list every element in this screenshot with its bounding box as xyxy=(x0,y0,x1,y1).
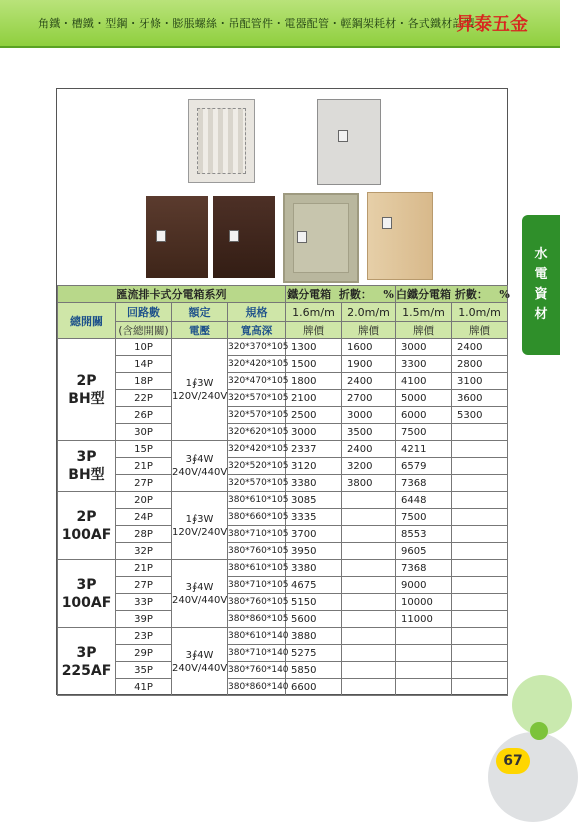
spec-cell: 380*610*105 xyxy=(228,492,286,509)
table-row xyxy=(58,492,508,509)
price-white-1-5 xyxy=(396,679,452,696)
price-white-1-5: 7368 xyxy=(396,560,452,577)
price-iron-2-0 xyxy=(342,492,396,509)
circuits-cell: 32P xyxy=(116,543,172,560)
circuits-cell: 41P xyxy=(116,679,172,696)
table-row xyxy=(58,560,508,577)
spec-cell: 380*610*140 xyxy=(228,628,286,645)
price-white-1-5: 4211 xyxy=(396,441,452,458)
table-row xyxy=(58,594,508,611)
price-iron-2-0: 3800 xyxy=(342,475,396,492)
table-row xyxy=(58,679,508,696)
price-white-1-5: 11000 xyxy=(396,611,452,628)
price-iron-1-6: 5600 xyxy=(286,611,342,628)
price-white-1-0 xyxy=(452,458,508,475)
price-white-1-0: 3100 xyxy=(452,373,508,390)
spec-cell: 380*860*140 xyxy=(228,679,286,696)
main-breaker-header: 總開關 xyxy=(58,303,116,339)
spec-cell: 380*710*105 xyxy=(228,526,286,543)
price-iron-1-6: 2100 xyxy=(286,390,342,407)
table-row xyxy=(58,611,508,628)
main-breaker-line: 3P xyxy=(76,576,97,593)
wood-panel-photo xyxy=(367,192,433,280)
price-table xyxy=(57,285,508,696)
spec-cell: 320*420*105 xyxy=(228,441,286,458)
circuits-cell: 27P xyxy=(116,577,172,594)
side-tab-char: 電 xyxy=(534,267,548,282)
price-iron-2-0: 1900 xyxy=(342,356,396,373)
spec-cell: 380*760*105 xyxy=(228,543,286,560)
price-iron-1-6: 1800 xyxy=(286,373,342,390)
price-white-1-0 xyxy=(452,424,508,441)
circuits-cell: 35P xyxy=(116,662,172,679)
price-iron-2-0 xyxy=(342,543,396,560)
price-white-1-5: 6448 xyxy=(396,492,452,509)
table-row xyxy=(58,645,508,662)
price-iron-1-6: 3085 xyxy=(286,492,342,509)
voltage-line: 240V/440V xyxy=(172,467,228,478)
price-white-1-5: 9000 xyxy=(396,577,452,594)
price-iron-1-6: 5850 xyxy=(286,662,342,679)
price-iron-2-0 xyxy=(342,679,396,696)
table-row xyxy=(58,628,508,645)
circuits-cell: 18P xyxy=(116,373,172,390)
main-breaker-line: 2P xyxy=(76,372,97,389)
circuits-cell: 20P xyxy=(116,492,172,509)
product-frame xyxy=(56,88,508,695)
table-row xyxy=(58,390,508,407)
price-iron-1-6: 3700 xyxy=(286,526,342,543)
open-panel-photo xyxy=(188,99,255,183)
circuits-cell: 33P xyxy=(116,594,172,611)
circuits-cell: 28P xyxy=(116,526,172,543)
spec-cell: 380*760*140 xyxy=(228,662,286,679)
price-iron-2-0 xyxy=(342,509,396,526)
price-white-1-0: 2800 xyxy=(452,356,508,373)
price-white-1-0 xyxy=(452,628,508,645)
price-iron-2-0: 2700 xyxy=(342,390,396,407)
category-list: 角鐵・槽鐵・型鋼・牙條・膨脹螺絲・吊配管件・電器配管・輕鋼架耗材・各式鐵材訂製 xyxy=(38,17,475,30)
price-white-1-0 xyxy=(452,526,508,543)
brand-name: 昇泰五金 xyxy=(456,14,528,35)
page-number: 67 xyxy=(496,748,530,774)
spec-cell: 320*570*105 xyxy=(228,407,286,424)
spec-cell: 380*660*105 xyxy=(228,509,286,526)
price-white-1-0 xyxy=(452,594,508,611)
price-iron-1-6: 1500 xyxy=(286,356,342,373)
price-white-1-5: 5000 xyxy=(396,390,452,407)
main-breaker-line: 225AF xyxy=(61,662,112,679)
main-breaker-cell xyxy=(58,560,116,628)
price-iron-2-0 xyxy=(342,577,396,594)
voltage-line: 3∮4W xyxy=(185,649,214,661)
circuits-cell: 22P xyxy=(116,390,172,407)
circuits-cell: 21P xyxy=(116,458,172,475)
column-subheader-row xyxy=(58,322,508,339)
price-iron-1-6: 3335 xyxy=(286,509,342,526)
spec-cell: 380*710*105 xyxy=(228,577,286,594)
price-iron-2-0 xyxy=(342,645,396,662)
spec-cell: 320*470*105 xyxy=(228,373,286,390)
series-header-row xyxy=(58,286,508,303)
table-row xyxy=(58,662,508,679)
price-iron-1-6: 2337 xyxy=(286,441,342,458)
price-white-1-0 xyxy=(452,577,508,594)
price-iron-2-0 xyxy=(342,594,396,611)
circuits-cell: 39P xyxy=(116,611,172,628)
price-iron-1-6: 5275 xyxy=(286,645,342,662)
spec-cell: 320*370*105 xyxy=(228,339,286,356)
grey-panel-photo xyxy=(317,99,381,185)
olive-panel-photo xyxy=(283,193,359,283)
table-row xyxy=(58,543,508,560)
price-iron-2-0 xyxy=(342,560,396,577)
price-white-1-0: 2400 xyxy=(452,339,508,356)
price-iron-2-0 xyxy=(342,526,396,543)
circuits-cell: 14P xyxy=(116,356,172,373)
table-row xyxy=(58,441,508,458)
thickness-1-0: 1.0m/m xyxy=(452,303,508,322)
voltage-cell xyxy=(172,628,228,696)
thickness-1-6: 1.6m/m xyxy=(286,303,342,322)
table-row xyxy=(58,577,508,594)
main-breaker-line: 100AF xyxy=(61,594,112,611)
table-row xyxy=(58,475,508,492)
spec-cell: 380*760*105 xyxy=(228,594,286,611)
price-iron-2-0: 3000 xyxy=(342,407,396,424)
list-price-header: 牌價 xyxy=(342,322,396,339)
price-iron-2-0: 3500 xyxy=(342,424,396,441)
spec-header: 規格 xyxy=(228,303,286,322)
price-iron-1-6: 4675 xyxy=(286,577,342,594)
price-white-1-5: 3000 xyxy=(396,339,452,356)
price-white-1-5: 6579 xyxy=(396,458,452,475)
price-iron-1-6: 3000 xyxy=(286,424,342,441)
circuits-cell: 26P xyxy=(116,407,172,424)
main-breaker-line: BH型 xyxy=(68,467,105,483)
table-row xyxy=(58,373,508,390)
rated-header: 額定 xyxy=(172,303,228,322)
series-title: 匯流排卡式分電箱系列 xyxy=(58,286,286,303)
price-white-1-0 xyxy=(452,645,508,662)
main-breaker-line: BH型 xyxy=(68,390,105,407)
price-white-1-5: 3300 xyxy=(396,356,452,373)
price-iron-1-6: 3120 xyxy=(286,458,342,475)
circuits-header: 回路數 xyxy=(116,303,172,322)
list-price-header: 牌價 xyxy=(286,322,342,339)
voltage-line: 1∮3W xyxy=(185,377,214,389)
table-row xyxy=(58,424,508,441)
voltage-line: 3∮4W xyxy=(185,581,214,593)
circuits-note: (含總開關) xyxy=(116,322,172,339)
side-tab-char: 水 xyxy=(534,247,548,262)
price-white-1-5: 10000 xyxy=(396,594,452,611)
voltage-cell xyxy=(172,492,228,560)
price-white-1-0 xyxy=(452,509,508,526)
spec-cell: 320*620*105 xyxy=(228,424,286,441)
dims-header: 寬高深 xyxy=(228,322,286,339)
price-iron-2-0 xyxy=(342,628,396,645)
price-white-1-5: 8553 xyxy=(396,526,452,543)
main-breaker-cell xyxy=(58,441,116,492)
table-row xyxy=(58,526,508,543)
voltage-line: 120V/240V xyxy=(172,390,228,402)
voltage-line: 3∮4W xyxy=(185,454,214,465)
product-photos xyxy=(57,89,507,284)
price-white-1-5 xyxy=(396,645,452,662)
price-white-1-5: 7500 xyxy=(396,509,452,526)
price-white-1-5: 6000 xyxy=(396,407,452,424)
price-iron-2-0: 1600 xyxy=(342,339,396,356)
circuits-cell: 30P xyxy=(116,424,172,441)
circuits-cell: 15P xyxy=(116,441,172,458)
circuits-cell: 27P xyxy=(116,475,172,492)
circuits-cell: 29P xyxy=(116,645,172,662)
voltage-cell xyxy=(172,560,228,628)
price-white-1-0 xyxy=(452,679,508,696)
price-white-1-5: 7368 xyxy=(396,475,452,492)
spec-cell: 380*860*105 xyxy=(228,611,286,628)
brown-panel-photo xyxy=(146,196,208,278)
voltage-cell xyxy=(172,339,228,441)
price-white-1-5 xyxy=(396,662,452,679)
circuits-cell: 21P xyxy=(116,560,172,577)
price-iron-1-6: 3380 xyxy=(286,475,342,492)
price-white-1-0: 3600 xyxy=(452,390,508,407)
voltage-line: 240V/440V xyxy=(172,594,228,606)
voltage-line: 240V/440V xyxy=(172,662,228,674)
list-price-header: 牌價 xyxy=(396,322,452,339)
spec-cell: 320*570*105 xyxy=(228,475,286,492)
price-iron-1-6: 6600 xyxy=(286,679,342,696)
decor-circle xyxy=(488,732,578,822)
circuits-cell: 10P xyxy=(116,339,172,356)
main-breaker-line: 3P xyxy=(76,644,97,661)
price-iron-2-0: 2400 xyxy=(342,373,396,390)
decor-dot xyxy=(530,722,548,740)
price-iron-2-0 xyxy=(342,662,396,679)
table-row xyxy=(58,509,508,526)
side-tab-char: 資 xyxy=(534,287,548,302)
voltage-line: 120V/240V xyxy=(172,526,228,538)
price-white-1-5: 4100 xyxy=(396,373,452,390)
column-header-row xyxy=(58,303,508,322)
thickness-1-5: 1.5m/m xyxy=(396,303,452,322)
spec-cell: 320*520*105 xyxy=(228,458,286,475)
white-iron-box-header: 白鐵分電箱 折數： % xyxy=(396,286,508,303)
circuits-cell: 24P xyxy=(116,509,172,526)
price-white-1-0 xyxy=(452,492,508,509)
price-white-1-0 xyxy=(452,543,508,560)
voltage-line: 1∮3W xyxy=(185,513,214,525)
table-row xyxy=(58,407,508,424)
price-iron-1-6: 3880 xyxy=(286,628,342,645)
circuits-cell: 23P xyxy=(116,628,172,645)
price-iron-1-6: 3380 xyxy=(286,560,342,577)
price-white-1-5: 7500 xyxy=(396,424,452,441)
price-white-1-0 xyxy=(452,441,508,458)
iron-box-header: 鐵分電箱 折數： % xyxy=(286,286,396,303)
spec-cell: 380*710*140 xyxy=(228,645,286,662)
price-white-1-0 xyxy=(452,662,508,679)
price-iron-1-6: 2500 xyxy=(286,407,342,424)
table-row xyxy=(58,356,508,373)
price-iron-2-0: 2400 xyxy=(342,441,396,458)
voltage-cell xyxy=(172,441,228,492)
price-white-1-5 xyxy=(396,628,452,645)
price-white-1-0 xyxy=(452,611,508,628)
price-iron-2-0: 3200 xyxy=(342,458,396,475)
price-white-1-5: 9605 xyxy=(396,543,452,560)
price-white-1-0 xyxy=(452,560,508,577)
main-breaker-cell xyxy=(58,492,116,560)
top-banner xyxy=(0,0,560,48)
main-breaker-line: 100AF xyxy=(61,526,112,543)
spec-cell: 320*570*105 xyxy=(228,390,286,407)
side-tab-char: 材 xyxy=(534,307,548,322)
main-breaker-line: 2P xyxy=(76,508,97,525)
dark-brown-panel-photo xyxy=(213,196,275,278)
price-iron-1-6: 3950 xyxy=(286,543,342,560)
side-section-tab[interactable] xyxy=(522,215,560,355)
main-breaker-line: 3P xyxy=(76,449,97,465)
table-row xyxy=(58,339,508,356)
spec-cell: 380*610*105 xyxy=(228,560,286,577)
thickness-2-0: 2.0m/m xyxy=(342,303,396,322)
price-iron-1-6: 1300 xyxy=(286,339,342,356)
price-iron-2-0 xyxy=(342,611,396,628)
main-breaker-cell xyxy=(58,339,116,441)
main-breaker-cell xyxy=(58,628,116,696)
table-row xyxy=(58,458,508,475)
price-white-1-0 xyxy=(452,475,508,492)
spec-cell: 320*420*105 xyxy=(228,356,286,373)
price-iron-1-6: 5150 xyxy=(286,594,342,611)
voltage-header: 電壓 xyxy=(172,322,228,339)
price-white-1-0: 5300 xyxy=(452,407,508,424)
list-price-header: 牌價 xyxy=(452,322,508,339)
